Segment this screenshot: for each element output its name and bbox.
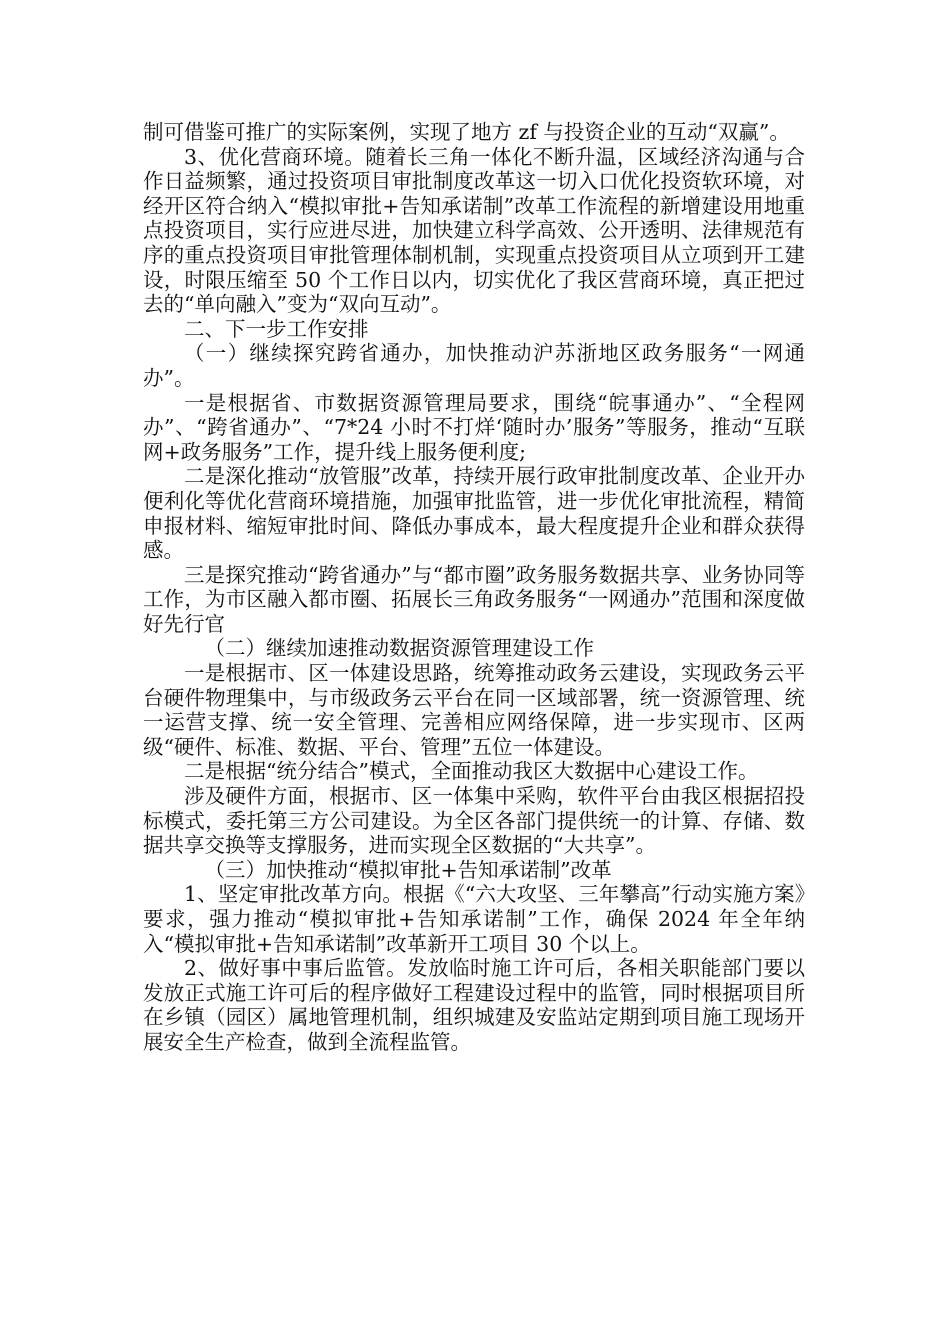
paragraph-continuation: 制可借鉴可推广的实际案例，实现了地方 zf 与投资企业的互动“双赢”。 <box>143 120 790 144</box>
paragraph-business-environment: 3、优化营商环境。随着长三角一体化不断升温，区域经济沟通与合作日益频繁，通过投资项目审批制度改革这一切入口优化投资软环境，对经开区符合纳入“模拟审批+告知承诺制”改革工作流程的新增建设用地重点投资项目，实行应进尽进，加快建立科学高效、公开透明、法律规范有序的重点投资项目审批管理体制机制，实现重点投资项目从立项到开工建设，时限压缩至 50 个工作日以内，切实优化了我区营商环境，真正把过去的“单向融入”变为“双向互动”。 <box>143 144 805 317</box>
section-heading-next-steps: 二、下一步工作安排 <box>184 316 369 341</box>
paragraph-big-data-center: 二是根据“统分结合”模式，全面推动我区大数据中心建设工作。 <box>184 759 759 784</box>
paragraph-gov-cloud: 一是根据市、区一体建设思路，统筹推动政务云建设，实现政务云平台硬件物理集中，与市级政务云平台在同一区域部署，统一资源管理、统一运营支撑、统一安全管理、完善相应网络保障，进一步实现市、区两级“硬件、标准、数据、平台、管理”五位一体建设。 <box>143 661 805 759</box>
subheading-cross-province: （一）继续探究跨省通办，加快推动沪苏浙地区政务服务“一网通办”。 <box>143 341 805 390</box>
document-body <box>143 120 805 1055</box>
subheading-data-resources: （二）继续加速推动数据资源管理建设工作 <box>204 636 594 661</box>
paragraph-supervision: 2、做好事中事后监管。发放临时施工许可后，各相关职能部门要以发放正式施工许可后的程序做好工程建设过程中的监管，同时根据项目所在乡镇（园区）属地管理机制，组织城建及安监站定期到项目施工现场开展安全生产检查，做到全流程监管。 <box>143 956 805 1054</box>
paragraph-hardware: 涉及硬件方面，根据市、区一体集中采购，软件平台由我区根据招投标模式，委托第三方公司建设。为全区各部门提供统一的计算、存储、数据共享交换等支撑服务，进而实现全区数据的“大共享”。 <box>143 784 805 858</box>
paragraph-item-three: 三是探究推动“跨省通办”与“都市圈”政务服务数据共享、业务协同等工作，为市区融入都市圈、拓展长三角政务服务“一网通办”范围和深度做好先行官 <box>143 562 805 636</box>
paragraph-item-two: 二是深化推动“放管服”改革，持续开展行政审批制度改革、企业开办便利化等优化营商环境措施，加强审批监管，进一步优化审批流程，精简申报材料、缩短审批时间、降低办事成本，最大程度提升企业和群众获得感。 <box>143 464 805 563</box>
subheading-simulated-approval: （三）加快推动“模拟审批+告知承诺制”改革 <box>204 857 612 882</box>
paragraph-item-one: 一是根据省、市数据资源管理局要求，围绕“皖事通办”、“全程网办”、“跨省通办”、“7*24 小时不打烊‘随时办’服务”等服务，推动“互联网+政务服务”工作，提升线上服务便利度; <box>143 390 805 464</box>
paragraph-reform-direction: 1、坚定审批改革方向。根据《“六大攻坚、三年攀高”行动实施方案》要求，强力推动“模拟审批+告知承诺制”工作，确保 2024 年全年纳入“模拟审批+告知承诺制”改革新开工项目 30 个以上。 <box>143 882 805 956</box>
